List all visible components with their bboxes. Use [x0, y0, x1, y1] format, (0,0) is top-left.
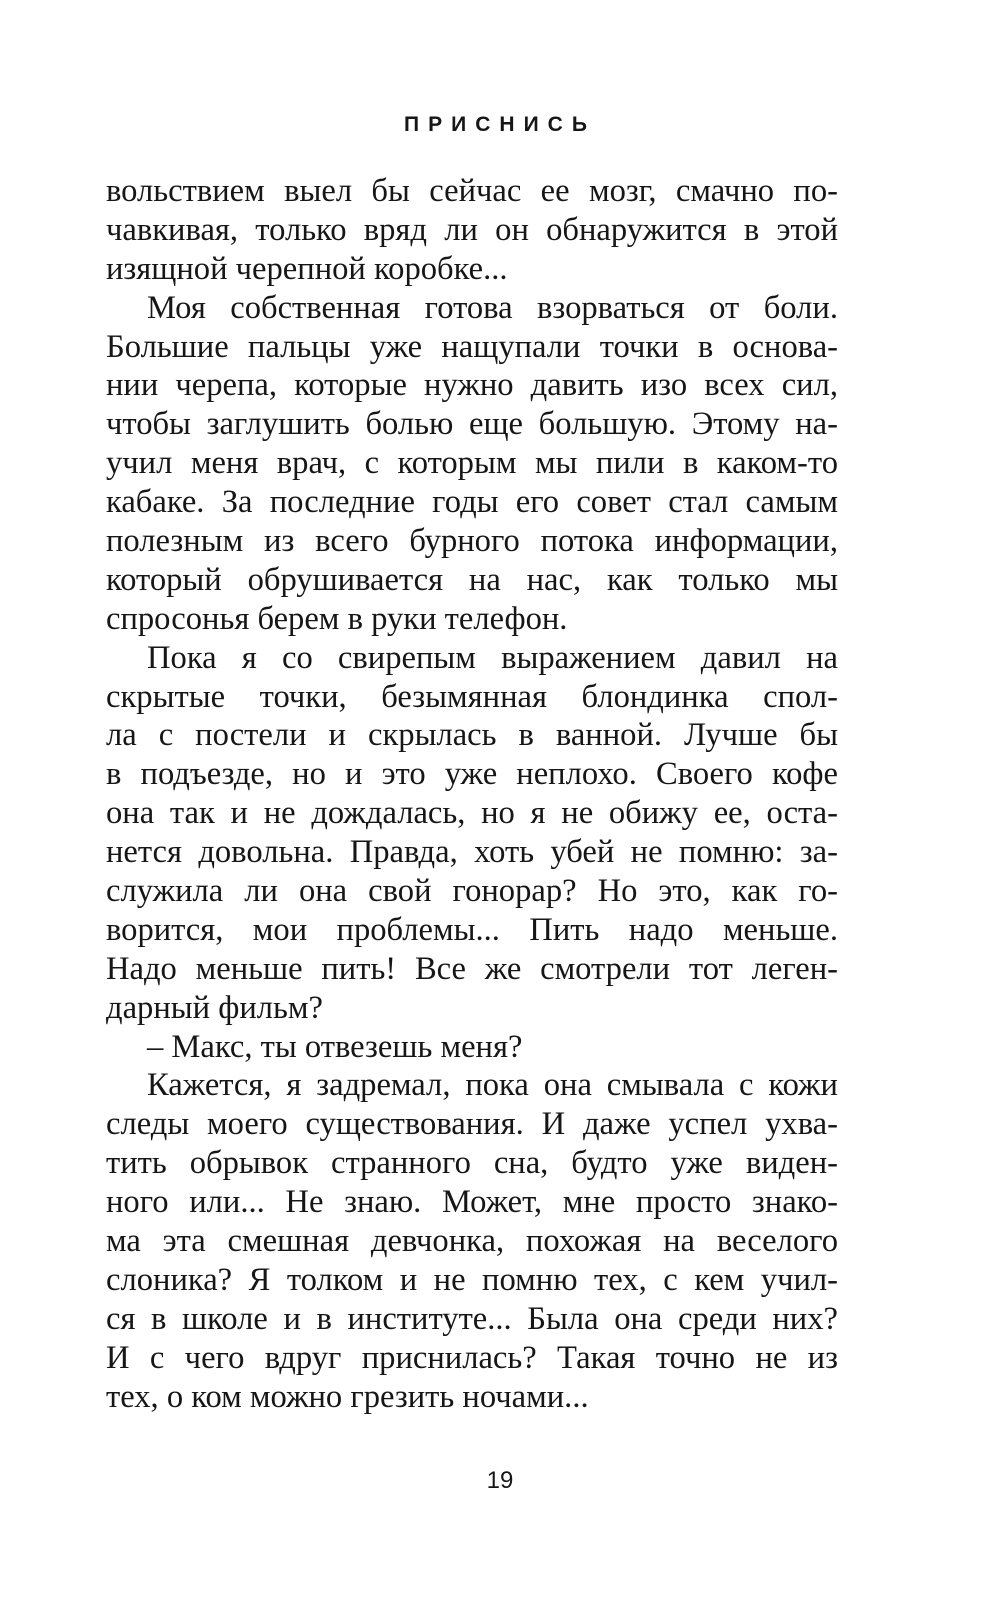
- text-line: нии черепа, которые нужно давить изо всех сил,: [106, 367, 838, 404]
- text-line: ла с постели и скрылась в ванной. Лучше бы: [106, 717, 838, 754]
- text-line: который обрушивается на нас, как только мы: [106, 561, 838, 598]
- text-line: тить обрывок странного сна, будто уже виден-: [106, 1145, 838, 1182]
- text-line: вольствием выел бы сейчас ее мозг, смачно по-: [106, 173, 838, 209]
- text-line: ворится, мои проблемы... Пить надо меньше.: [106, 911, 838, 948]
- text-line: тех, о ком можно грезить ночами...: [106, 1378, 589, 1415]
- text-line: Моя собственная готова взорваться от боли.: [147, 289, 838, 326]
- text-line: скрытые точки, безымянная блондинка спол-: [106, 678, 838, 715]
- text-line: кабаке. За последние годы его совет стал самым: [106, 484, 838, 521]
- text-line: следы моего существования. И даже успел ухва-: [106, 1106, 838, 1143]
- text-line: Кажется, я задремал, пока она смывала с кожи: [147, 1067, 838, 1104]
- text-line: дарный фильм?: [106, 989, 323, 1026]
- page-number: 19: [486, 1467, 514, 1494]
- text-line: чавкивая, только вряд ли он обнаружится в этой: [106, 211, 838, 248]
- text-line: ся в школе и в институте... Была она среди них?: [106, 1300, 838, 1337]
- text-line: изящной черепной коробке...: [106, 250, 508, 287]
- text-line: служила ли она свой гонорар? Но это, как го-: [106, 873, 838, 910]
- text-line: в подъезде, но и это уже неплохо. Своего кофе: [106, 756, 838, 793]
- text-line: нется довольна. Правда, хоть убей не помню: за-: [106, 834, 838, 871]
- text-line: Большие пальцы уже нащупали точки в основа-: [106, 328, 838, 365]
- text-line: ма эта смешная девчонка, похожая на веселого: [106, 1223, 838, 1260]
- text-line: она так и не дождалась, но я не обижу ее, оста-: [106, 795, 838, 832]
- running-head-title: ПРИСНИСЬ: [404, 113, 596, 136]
- text-line: ного или... Не знаю. Может, мне просто знако-: [106, 1184, 838, 1221]
- text-line: учил меня врач, с которым мы пили в каком-то: [106, 445, 838, 482]
- text-line: спросонья берем в руки телефон.: [106, 600, 568, 637]
- text-line: слоника? Я толком и не помню тех, с кем учил-: [106, 1261, 838, 1298]
- body-text: [106, 172, 838, 1417]
- text-line: Надо меньше пить! Все же смотрели тот леген-: [106, 950, 838, 987]
- text-line: чтобы заглушить болью еще большую. Этому на-: [106, 406, 838, 443]
- text-line: И с чего вдруг приснилась? Такая точно не из: [106, 1339, 838, 1376]
- text-line: Пока я со свирепым выражением давил на: [147, 639, 838, 676]
- dialogue-line: – Макс, ты отвезешь меня?: [147, 1028, 523, 1065]
- text-line: полезным из всего бурного потока информации,: [106, 523, 838, 560]
